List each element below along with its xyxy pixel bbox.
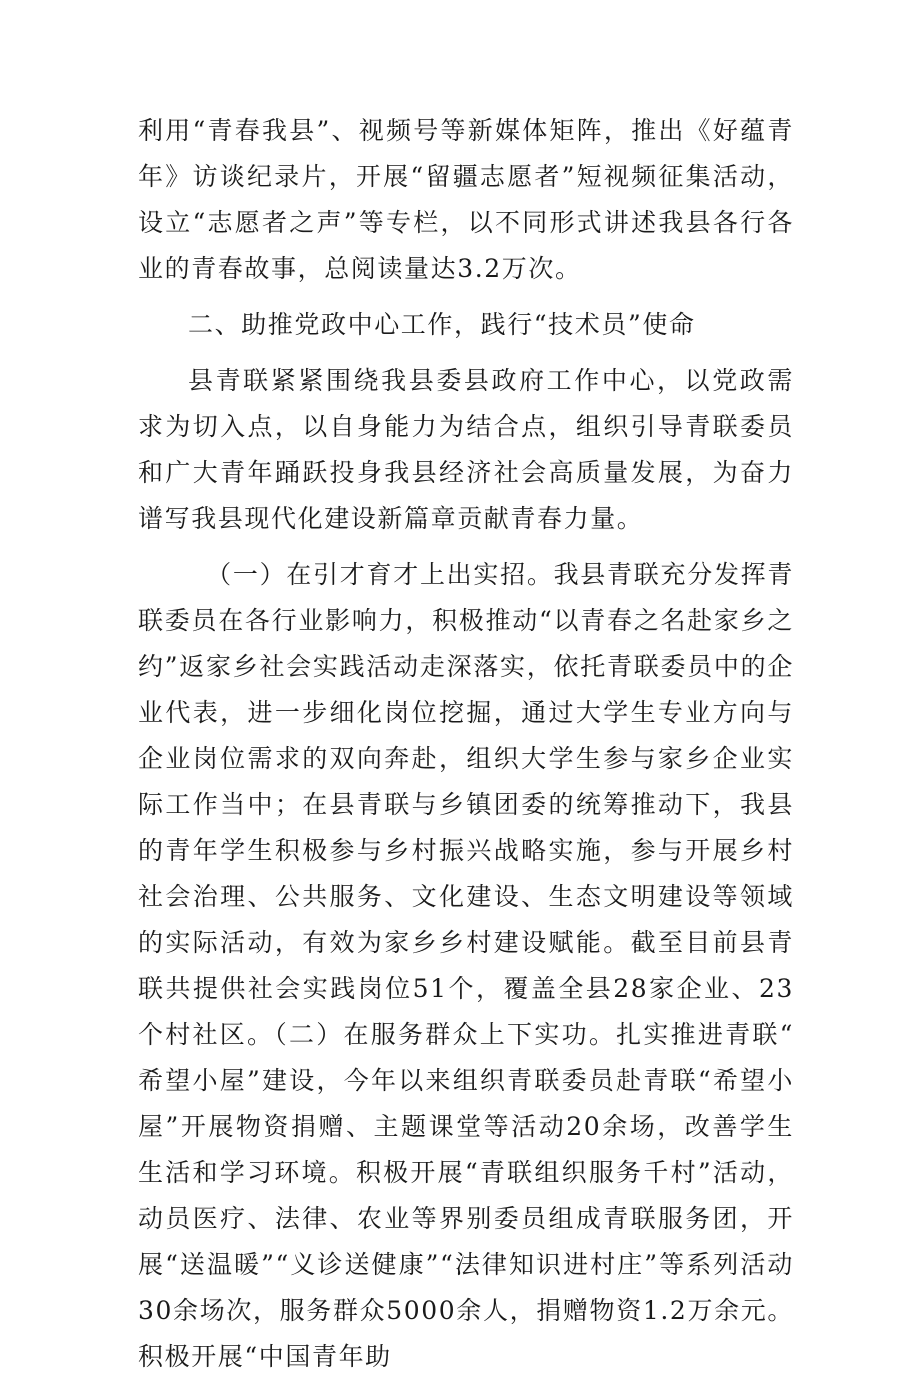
document-body: [138, 108, 794, 1380]
section-heading-two: 二、助推党政中心工作，践行“技术员”使命: [188, 310, 696, 339]
paragraph-talent-and-service: [138, 552, 794, 1380]
paragraph-talent-and-service-text: （一）在引才育才上出实招。我县青联充分发挥青联委员在各行业影响力，积极推动“以青春之名赴家乡之约”返家乡社会实践活动走深落实，依托青联委员中的企业代表，进一步细化岗位挖掘，通过大学生专业方向与企业岗位需求的双向奔赴，组织大学生参与家乡企业实际工作当中；在县青联与乡镇团委的统筹推动下，我县的青年学生积极参与乡村振兴战略实施，参与开展乡村社会治理、公共服务、文化建设、生态文明建设等领域的实际活动，有效为家乡乡村建设赋能。截至目前县青联共提供社会实践岗位51个，覆盖全县28家企业、23个村社区。（二）在服务群众上下实功。扎实推进青联“希望小屋”建设，今年以来组织青联委员赴青联“希望小屋”开展物资捐赠、主题课堂等活动20余场，改善学生生活和学习环境。积极开展“青联组织服务千村”活动，动员医疗、法律、农业等界别委员组成青联服务团，开展“送温暖”“义诊送健康”“法律知识进村庄”等系列活动30余场次，服务群众5000余人，捐赠物资1.2万余元。积极开展“中国青年助: [138, 560, 794, 1371]
paragraph-new-media-intro: 利用“青春我县”、视频号等新媒体矩阵，推出《好蕴青年》访谈纪录片，开展“留疆志愿者”短视频征集活动，设立“志愿者之声”等专栏，以不同形式讲述我县各行各业的青春故事，总阅读量达3.2万次。: [138, 116, 794, 283]
paragraph-youth-federation-center-work: 县青联紧紧围绕我县委县政府工作中心，以党政需求为切入点，以自身能力为结合点，组织引导青联委员和广大青年踊跃投身我县经济社会高质量发展，为奋力谱写我县现代化建设新篇章贡献青春力量。: [138, 366, 794, 533]
